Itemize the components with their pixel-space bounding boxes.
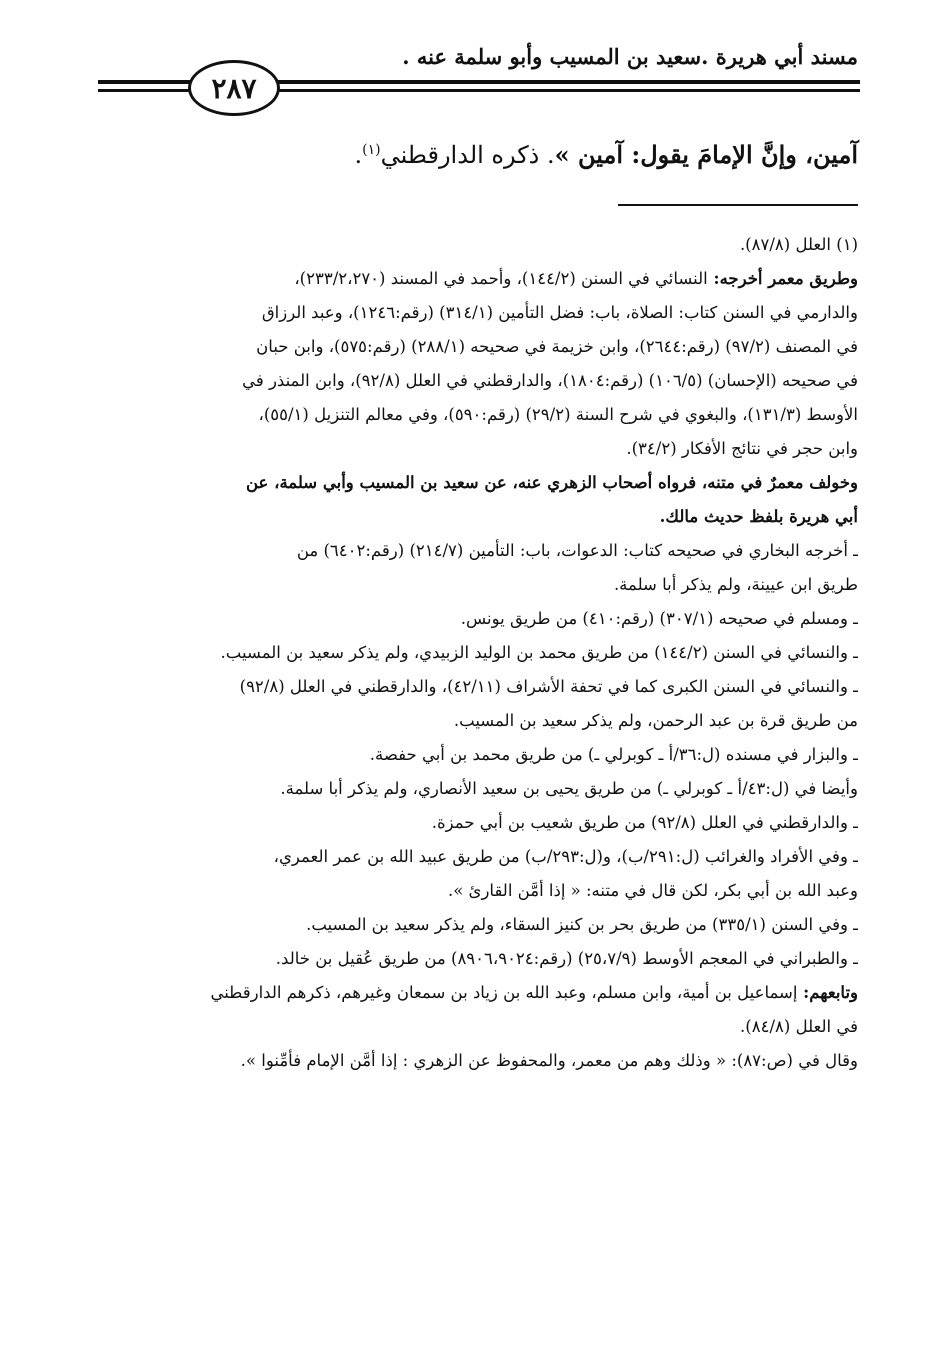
footnote-line: ـ والدارقطني في العلل (٩٢/٨) من طريق شعيب بن أبي حمزة. — [431, 813, 858, 832]
footnote-line: من طريق قرة بن عبد الرحمن، ولم يذكر سعيد بن المسيب. — [453, 711, 858, 730]
footnote-line — [90, 500, 858, 534]
main-text-regular: . ذكره الدارقطني — [380, 141, 555, 169]
footnote-bold-lead: وتابعهم: — [797, 983, 858, 1002]
footnote-line: الأوسط (١٣١/٣)، والبغوي في شرح السنة (٢٩/٢) (رقم:٥٩٠)، وفي معالم التنزيل (٥٥/١)، — [258, 405, 858, 424]
footnote-text: النسائي في السنن (١٤٤/٢)، وأحمد في المسند (٢٣٣/٢،٢٧٠)، — [294, 269, 708, 288]
footnote-line: في العلل (٨٤/٨). — [740, 1017, 858, 1036]
main-text-period: . — [354, 141, 363, 169]
footnote-line — [90, 466, 858, 500]
page-number-badge — [188, 60, 280, 116]
main-text-line — [98, 130, 858, 175]
footnote-marker: (١) — [362, 142, 381, 158]
page-number: ٢٨٧ — [211, 71, 257, 105]
footnote-line: وأيضا في (ل:٤٣/أ ـ كوبرلي ـ) من طريق يحيى بن سعيد الأنصاري، ولم يذكر أبا سلمة. — [280, 779, 858, 798]
footnotes-block — [90, 228, 858, 1078]
footnote-line: ـ ومسلم في صحيحه (٣٠٧/١) (رقم:٤١٠) من طريق يونس. — [460, 609, 858, 628]
footnote-line: في صحيحه (الإحسان) (١٠٦/٥) (رقم:١٨٠٤)، والدارقطني في العلل (٩٢/٨)، وابن المنذر في — [242, 371, 858, 390]
footnote-line: في المصنف (٩٧/٢) (رقم:٢٦٤٤)، وابن خزيمة في صحيحه (٢٨٨/١) (رقم:٥٧٥)، وابن حبان — [256, 337, 858, 356]
footnote-line — [90, 262, 858, 296]
footnote-text: إسماعيل بن أمية، وابن مسلم، وعبد الله بن زياد بن سمعان وغيرهم، ذكرهم الدارقطني — [210, 983, 798, 1002]
footnote-line: ـ أخرجه البخاري في صحيحه كتاب: الدعوات، باب: التأمين (٢١٤/٧) (رقم:٦٤٠٢) من — [296, 541, 858, 560]
footnote-separator — [618, 204, 858, 206]
footnote-line: ـ وفي السنن (٣٣٥/١) من طريق بحر بن كنيز السقاء، ولم يذكر سعيد بن المسيب. — [306, 915, 858, 934]
footnote-line: ـ والنسائي في السنن الكبرى كما في تحفة الأشراف (٤٢/١١)، والدارقطني في العلل (٩٢/٨) — [239, 677, 858, 696]
footnote-line: والدارمي في السنن كتاب: الصلاة، باب: فضل التأمين (٣١٤/١) (رقم:١٢٤٦)، وعبد الرزاق — [261, 303, 858, 322]
footnote-bold-lead: وخولف معمرٌ في متنه، فرواه أصحاب الزهري عنه، عن سعيد بن المسيب وأبي سلمة، عن — [245, 473, 858, 492]
footnote-line: ـ والنسائي في السنن (١٤٤/٢) من طريق محمد بن الوليد الزبيدي، ولم يذكر سعيد بن المسيب. — [220, 643, 858, 662]
footnote-bold-lead: وطريق معمر أخرجه: — [707, 269, 858, 288]
footnote-line — [90, 976, 858, 1010]
footnote-line: (١) العلل (٨٧/٨). — [739, 235, 858, 254]
footnote-line: ـ وفي الأفراد والغرائب (ل:٢٩١/ب)، و(ل:٢٩٣/ب) من طريق عبيد الله بن عمر العمري، — [273, 847, 858, 866]
main-text-bold: آمين، وإنَّ الإمامَ يقول: آمين » — [554, 140, 858, 169]
footnote-line: وعبد الله بن أبي بكر، لكن قال في متنه: « إذا أمَّن القارئ ». — [447, 881, 858, 900]
footnote-line: ـ والبزار في مسنده (ل:٣٦/أ ـ كوبرلي ـ) من طريق محمد بن أبي حفصة. — [369, 745, 858, 764]
footnote-line: وقال في (ص:٨٧): « وذلك وهم من معمر، والمحفوظ عن الزهري : إذا أمَّن الإمام فأمِّنوا ». — [240, 1051, 858, 1070]
footnote-line: ـ والطبراني في المعجم الأوسط (٢٥،٧/٩) (رقم:٨٩٠٦،٩٠٢٤) من طريق عُقيل بن خالد. — [275, 949, 858, 968]
running-head-title: مسند أبي هريرة .سعيد بن المسيب وأبو سلمة عنه . — [402, 44, 858, 69]
footnote-line: وابن حجر في نتائج الأفكار (٣٤/٢). — [626, 439, 858, 458]
footnote-line: طريق ابن عيينة، ولم يذكر أبا سلمة. — [613, 575, 858, 594]
footnote-bold-lead: أبي هريرة بلفظ حديث مالك. — [659, 507, 858, 526]
